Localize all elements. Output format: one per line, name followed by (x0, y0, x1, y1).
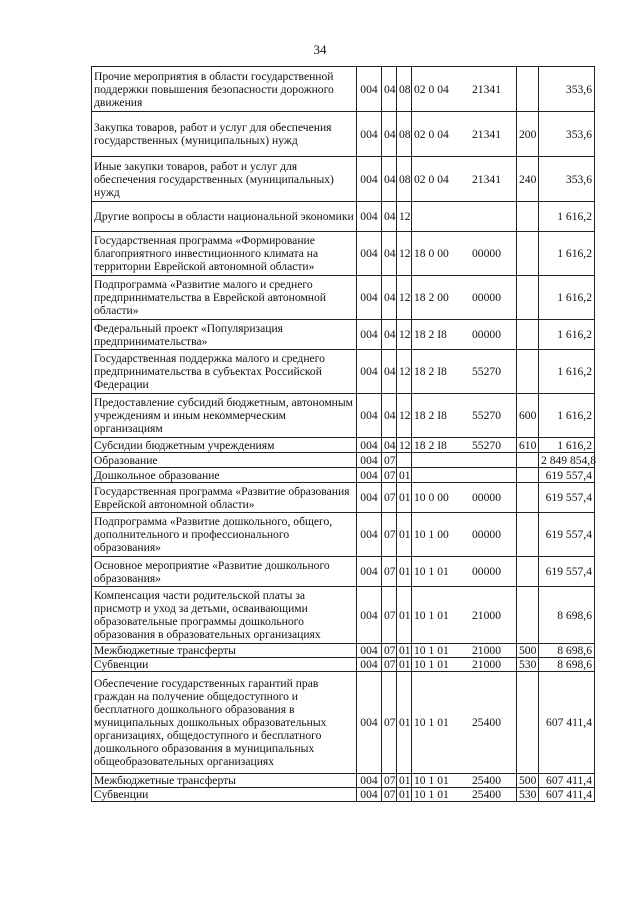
row-amount: 353,6 (539, 157, 595, 202)
table-row (92, 774, 595, 788)
code-rz: 04 (382, 202, 397, 232)
code-gr: 004 (357, 67, 382, 112)
code-pr: 01 (397, 658, 412, 672)
target-program-code: 10 1 00 (414, 528, 449, 541)
code-target (412, 453, 517, 468)
row-name: Образование (92, 453, 357, 468)
code-target (412, 658, 517, 672)
code-target (412, 468, 517, 483)
target-program-code: 18 2 I8 (414, 328, 447, 341)
table-row (92, 468, 595, 483)
target-program-code: 18 2 I8 (414, 409, 447, 422)
code-target (412, 557, 517, 587)
row-name: Государственная программа «Развитие образования Еврейской автономной области» (92, 483, 357, 513)
target-direction-code: 21000 (472, 644, 501, 657)
code-target (412, 112, 517, 157)
table-row (92, 587, 595, 644)
row-name: Государственная поддержка малого и среднего предпринимательства в субъектах Российской Федерации (92, 350, 357, 394)
row-name: Предоставление субсидий бюджетным, автономным учреждениям и иным некоммерческим организациям (92, 394, 357, 438)
table-row (92, 672, 595, 774)
code-rz: 07 (382, 468, 397, 483)
table-row (92, 276, 595, 320)
table-row (92, 438, 595, 453)
code-rz: 04 (382, 320, 397, 350)
code-gr: 004 (357, 394, 382, 438)
code-target (412, 788, 517, 802)
code-gr: 004 (357, 672, 382, 774)
code-vr: 500 (517, 774, 539, 788)
target-program-code: 18 2 I8 (414, 365, 447, 378)
table-row (92, 513, 595, 557)
target-direction-code: 21341 (472, 172, 501, 186)
code-vr (517, 587, 539, 644)
code-gr: 004 (357, 587, 382, 644)
code-rz: 04 (382, 157, 397, 202)
code-pr: 12 (397, 232, 412, 276)
row-name: Межбюджетные трансферты (92, 774, 357, 788)
budget-table (91, 66, 595, 802)
code-gr: 004 (357, 112, 382, 157)
code-vr (517, 453, 539, 468)
target-program-code: 10 1 01 (414, 658, 449, 671)
code-gr: 004 (357, 468, 382, 483)
table-row (92, 320, 595, 350)
row-name: Подпрограмма «Развитие малого и среднего предпринимательства в Еврейской автономной области» (92, 276, 357, 320)
code-gr: 004 (357, 157, 382, 202)
target-direction-code: 00000 (472, 491, 501, 504)
code-pr: 01 (397, 672, 412, 774)
row-name: Основное мероприятие «Развитие дошкольного образования» (92, 557, 357, 587)
target-program-code: 10 1 01 (414, 774, 449, 787)
table-row (92, 202, 595, 232)
row-name: Прочие мероприятия в области государственной поддержки повышения безопасности дорожного движения (92, 67, 357, 112)
row-amount: 1 616,2 (539, 394, 595, 438)
table-row (92, 232, 595, 276)
target-program-code: 10 1 01 (414, 608, 449, 622)
target-direction-code: 25400 (472, 774, 501, 787)
code-target (412, 157, 517, 202)
code-pr: 12 (397, 276, 412, 320)
target-direction-code: 55270 (472, 365, 501, 378)
code-rz: 04 (382, 350, 397, 394)
row-amount: 619 557,4 (539, 513, 595, 557)
row-name: Субвенции (92, 788, 357, 802)
row-amount: 8 698,6 (539, 587, 595, 644)
code-pr: 12 (397, 350, 412, 394)
target-program-code: 10 1 01 (414, 644, 449, 657)
row-name: Межбюджетные трансферты (92, 644, 357, 658)
row-amount: 2 849 854,8 (539, 453, 595, 468)
target-direction-code: 00000 (472, 565, 501, 578)
page-number: 34 (313, 42, 327, 57)
row-amount: 607 411,4 (539, 672, 595, 774)
table-row (92, 394, 595, 438)
row-name: Обеспечение государственных гарантий прав граждан на получение общедоступного и бесплатного дошкольного образования в муниципальных дошкольных образовательных организациях, общедоступного и бесплатного дошкольного образования в муниципальных общеобразовательных организациях (92, 672, 357, 774)
target-program-code: 10 0 00 (414, 491, 449, 504)
code-target (412, 513, 517, 557)
code-gr: 004 (357, 788, 382, 802)
code-target (412, 276, 517, 320)
code-target (412, 587, 517, 644)
target-direction-code: 55270 (472, 409, 501, 422)
row-amount: 1 616,2 (539, 276, 595, 320)
code-rz: 07 (382, 788, 397, 802)
code-pr: 01 (397, 513, 412, 557)
target-direction-code: 21000 (472, 658, 501, 671)
code-pr: 08 (397, 157, 412, 202)
code-pr: 12 (397, 202, 412, 232)
target-program-code: 02 0 04 (414, 82, 449, 96)
target-program-code: 10 1 01 (414, 565, 449, 578)
row-name: Субвенции (92, 658, 357, 672)
code-rz: 04 (382, 394, 397, 438)
row-name: Компенсация части родительской платы за присмотр и уход за детьми, осваивающими образовательные программы дошкольного образования в образовательных организациях (92, 587, 357, 644)
target-direction-code: 21341 (472, 127, 501, 141)
table-row (92, 644, 595, 658)
row-name: Другие вопросы в области национальной экономики (92, 202, 357, 232)
code-target (412, 232, 517, 276)
code-vr (517, 320, 539, 350)
target-program-code: 18 2 00 (414, 291, 449, 304)
code-vr: 500 (517, 644, 539, 658)
code-gr: 004 (357, 232, 382, 276)
code-vr: 530 (517, 788, 539, 802)
target-program-code: 10 1 01 (414, 716, 449, 729)
row-amount: 619 557,4 (539, 483, 595, 513)
code-pr: 01 (397, 468, 412, 483)
target-program-code: 10 1 01 (414, 788, 449, 801)
code-vr: 240 (517, 157, 539, 202)
code-pr: 01 (397, 557, 412, 587)
table-row (92, 557, 595, 587)
code-target (412, 67, 517, 112)
row-amount: 607 411,4 (539, 774, 595, 788)
code-gr: 004 (357, 774, 382, 788)
code-target (412, 350, 517, 394)
code-vr (517, 557, 539, 587)
code-vr (517, 483, 539, 513)
code-rz: 07 (382, 774, 397, 788)
target-direction-code: 21000 (472, 608, 501, 622)
target-direction-code: 55270 (472, 438, 501, 452)
code-pr: 12 (397, 438, 412, 453)
code-vr: 610 (517, 438, 539, 453)
code-rz: 04 (382, 112, 397, 157)
code-vr (517, 202, 539, 232)
row-amount: 8 698,6 (539, 658, 595, 672)
code-gr: 004 (357, 320, 382, 350)
code-rz: 07 (382, 483, 397, 513)
code-target (412, 644, 517, 658)
code-rz: 04 (382, 438, 397, 453)
code-pr: 01 (397, 644, 412, 658)
code-vr (517, 232, 539, 276)
code-pr: 01 (397, 774, 412, 788)
code-target (412, 774, 517, 788)
code-vr: 530 (517, 658, 539, 672)
row-name: Иные закупки товаров, работ и услуг для обеспечения государственных (муниципальных) нужд (92, 157, 357, 202)
target-direction-code: 00000 (472, 328, 501, 341)
row-amount: 1 616,2 (539, 350, 595, 394)
code-rz: 04 (382, 276, 397, 320)
code-gr: 004 (357, 453, 382, 468)
row-amount: 353,6 (539, 67, 595, 112)
code-target (412, 202, 517, 232)
target-program-code: 02 0 04 (414, 127, 449, 141)
code-gr: 004 (357, 276, 382, 320)
code-rz: 07 (382, 658, 397, 672)
code-vr (517, 468, 539, 483)
code-pr: 12 (397, 394, 412, 438)
code-pr: 12 (397, 320, 412, 350)
code-pr (397, 453, 412, 468)
code-pr: 08 (397, 67, 412, 112)
code-vr: 600 (517, 394, 539, 438)
code-gr: 004 (357, 438, 382, 453)
target-direction-code: 25400 (472, 788, 501, 801)
row-name: Закупка товаров, работ и услуг для обеспечения государственных (муниципальных) нужд (92, 112, 357, 157)
row-name: Дошкольное образование (92, 468, 357, 483)
target-direction-code: 00000 (472, 247, 501, 260)
code-rz: 07 (382, 587, 397, 644)
code-target (412, 320, 517, 350)
table-row (92, 157, 595, 202)
code-rz: 07 (382, 513, 397, 557)
code-rz: 04 (382, 232, 397, 276)
row-amount: 1 616,2 (539, 320, 595, 350)
target-direction-code: 21341 (472, 82, 501, 96)
code-vr (517, 67, 539, 112)
row-amount: 1 616,2 (539, 202, 595, 232)
row-amount: 1 616,2 (539, 438, 595, 453)
code-target (412, 394, 517, 438)
code-rz: 07 (382, 672, 397, 774)
code-gr: 004 (357, 202, 382, 232)
code-gr: 004 (357, 644, 382, 658)
code-pr: 01 (397, 483, 412, 513)
row-amount: 619 557,4 (539, 557, 595, 587)
code-gr: 004 (357, 350, 382, 394)
code-target (412, 672, 517, 774)
code-target (412, 483, 517, 513)
target-direction-code: 00000 (472, 291, 501, 304)
code-pr: 08 (397, 112, 412, 157)
code-pr: 01 (397, 587, 412, 644)
code-rz: 07 (382, 644, 397, 658)
table-row (92, 67, 595, 112)
code-vr (517, 672, 539, 774)
row-name: Государственная программа «Формирование благоприятного инвестиционного климата на территории Еврейской автономной области» (92, 232, 357, 276)
code-rz: 07 (382, 453, 397, 468)
table-row (92, 658, 595, 672)
row-amount: 607 411,4 (539, 788, 595, 802)
table-row (92, 788, 595, 802)
code-rz: 07 (382, 557, 397, 587)
target-program-code: 02 0 04 (414, 172, 449, 186)
table-row (92, 453, 595, 468)
code-vr (517, 513, 539, 557)
target-direction-code: 00000 (472, 528, 501, 541)
code-gr: 004 (357, 658, 382, 672)
target-direction-code: 25400 (472, 716, 501, 729)
row-amount: 8 698,6 (539, 644, 595, 658)
code-gr: 004 (357, 483, 382, 513)
row-name: Федеральный проект «Популяризация предпринимательства» (92, 320, 357, 350)
row-amount: 353,6 (539, 112, 595, 157)
target-program-code: 18 0 00 (414, 247, 449, 260)
target-program-code: 18 2 I8 (414, 438, 447, 452)
table-row (92, 112, 595, 157)
row-name: Субсидии бюджетным учреждениям (92, 438, 357, 453)
row-amount: 1 616,2 (539, 232, 595, 276)
table-row (92, 350, 595, 394)
row-name: Подпрограмма «Развитие дошкольного, общего, дополнительного и профессионального образования» (92, 513, 357, 557)
code-rz: 04 (382, 67, 397, 112)
table-row (92, 483, 595, 513)
row-amount: 619 557,4 (539, 468, 595, 483)
code-gr: 004 (357, 513, 382, 557)
code-target (412, 438, 517, 453)
code-vr (517, 350, 539, 394)
code-gr: 004 (357, 557, 382, 587)
code-vr: 200 (517, 112, 539, 157)
code-pr: 01 (397, 788, 412, 802)
code-vr (517, 276, 539, 320)
